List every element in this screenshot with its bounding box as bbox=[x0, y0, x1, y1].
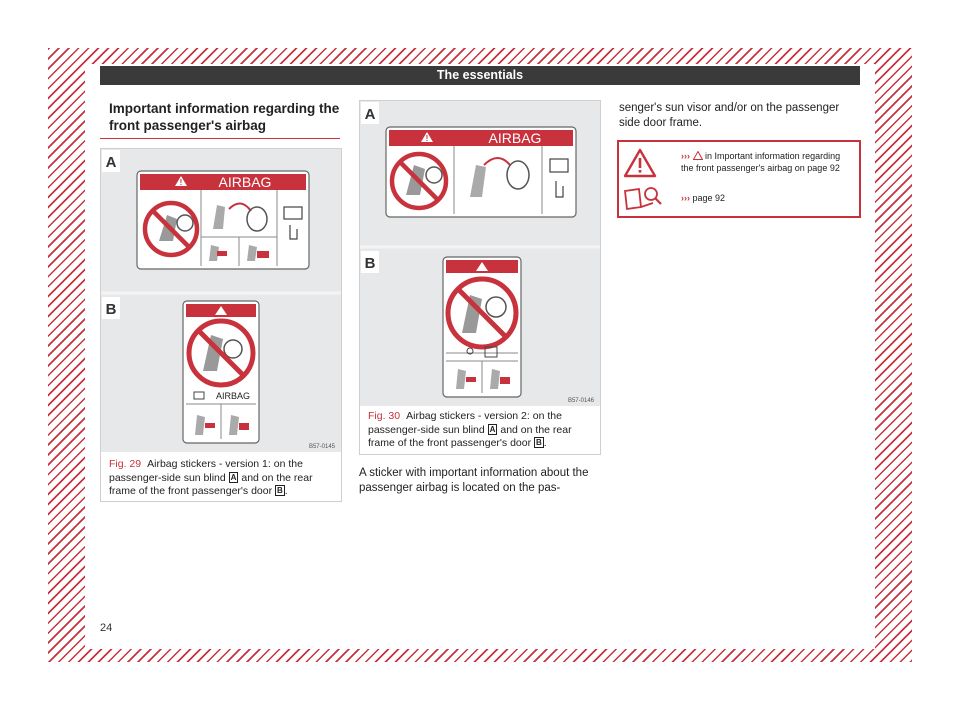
warning-box bbox=[617, 140, 861, 218]
svg-text:!: ! bbox=[425, 134, 429, 143]
body-paragraph-end: senger's sun visor and/or on the passenger side door frame. bbox=[619, 102, 840, 129]
figure-29-caption bbox=[109, 458, 335, 499]
section-title: Important information regarding the front passenger's airbag bbox=[109, 101, 340, 133]
figure-30-sticker-a-text: AIRBAG bbox=[488, 130, 542, 146]
figure-29-label-b: B bbox=[105, 301, 117, 318]
figure-29-sticker-b-text: AIRBAG bbox=[215, 391, 251, 401]
warning-line-2-link[interactable]: page 92 bbox=[692, 193, 726, 203]
inline-warning-icon bbox=[693, 151, 703, 160]
figure-29-caption-end: . bbox=[284, 485, 288, 497]
figure-30-caption bbox=[368, 410, 594, 451]
header-title: The essentials bbox=[436, 68, 524, 82]
warning-line-1-chevrons: ››› bbox=[681, 151, 690, 161]
figure-30-illustration bbox=[360, 101, 600, 406]
page-number: 24 bbox=[100, 622, 113, 634]
warning-line-1-link[interactable]: in Important information regarding the front passenger's airbag on page 92 bbox=[681, 151, 841, 173]
header-bar bbox=[100, 66, 860, 85]
figure-30-image-code: B57-0146 bbox=[567, 398, 594, 404]
figure-29-image bbox=[101, 149, 341, 452]
figure-30-caption-text-2: and on the rear frame of the front passenger's door bbox=[368, 423, 572, 449]
title-rule bbox=[100, 138, 340, 139]
figure-30-label-b: B bbox=[364, 255, 376, 272]
figure-29 bbox=[100, 148, 342, 502]
figure-30-caption-end: . bbox=[543, 437, 547, 449]
figure-30-ref-a: A bbox=[489, 424, 496, 434]
body-paragraph-start: A sticker with important information about the passenger airbag is located on the pas- bbox=[359, 467, 589, 494]
figure-29-ref-b: B bbox=[277, 486, 283, 495]
figure-30-ref-b: B bbox=[536, 438, 542, 447]
figure-29-ref-a: A bbox=[230, 472, 237, 482]
manual-book-icon bbox=[621, 185, 663, 211]
figure-29-sticker-a-text: AIRBAG bbox=[218, 174, 272, 190]
warning-line-1 bbox=[681, 150, 853, 174]
svg-text:!: ! bbox=[179, 178, 183, 187]
figure-30-label-a: A bbox=[364, 106, 376, 123]
warning-triangle-icon bbox=[623, 148, 657, 178]
figure-29-caption-text-2: and on the rear frame of the front passenger's door bbox=[109, 471, 313, 497]
figure-29-label-a: A bbox=[105, 154, 117, 171]
warning-line-2-chevrons: ››› bbox=[681, 193, 690, 203]
warning-line-2 bbox=[681, 192, 853, 204]
figure-29-caption-text-1: Airbag stickers - version 1: on the passenger-side sun blind bbox=[109, 458, 303, 484]
figure-30-number: Fig. 30 bbox=[368, 410, 401, 422]
figure-30-caption-text-1: Airbag stickers - version 2: on the passenger-side sun blind bbox=[368, 410, 562, 436]
figure-29-number: Fig. 29 bbox=[109, 458, 142, 470]
figure-29-illustration bbox=[101, 149, 341, 452]
figure-30-image bbox=[360, 101, 600, 406]
figure-30 bbox=[359, 100, 601, 455]
figure-29-image-code: B57-0145 bbox=[308, 444, 335, 450]
